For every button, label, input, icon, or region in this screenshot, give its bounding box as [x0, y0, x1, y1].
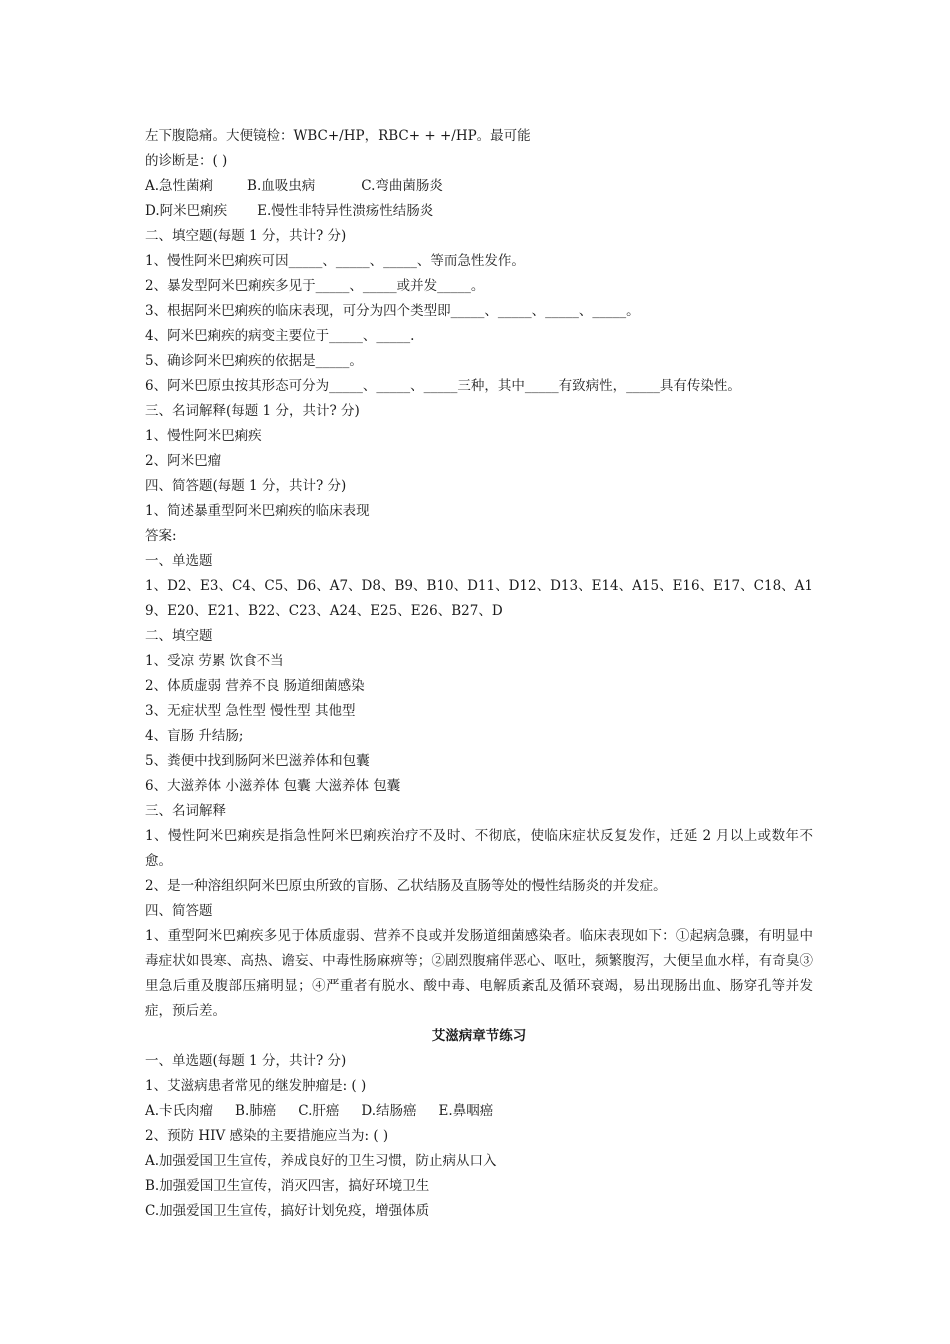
aids-question: 1、艾滋病患者常见的继发肿瘤是: ( ): [145, 1078, 367, 1094]
section-heading: 二、填空题(每题 1 分，共计? 分): [145, 228, 347, 244]
answer-fill: 5、粪便中找到肠阿米巴滋养体和包囊: [145, 753, 370, 769]
document-page: [145, 124, 813, 1224]
option-a: A.卡氏肉瘤: [145, 1103, 214, 1119]
question-text: 的诊断是：( ): [145, 153, 228, 169]
section-heading: 四、简答题(每题 1 分，共计? 分): [145, 478, 347, 494]
option-a: A.加强爱国卫生宣传，养成良好的卫生习惯，防止病从口入: [145, 1153, 497, 1169]
answer-fill: 3、无症状型 急性型 慢性型 其他型: [145, 703, 356, 719]
aids-question: 2、预防 HIV 感染的主要措施应当为: ( ): [145, 1128, 389, 1144]
short-question: 1、简述暴重型阿米巴痢疾的临床表现: [145, 503, 370, 519]
answer-fill: 1、受凉 劳累 饮食不当: [145, 653, 284, 669]
answer-short: 1、重型阿米巴痢疾多见于体质虚弱、营养不良或并发肠道细菌感染者。临床表现如下：①起病急骤，有明显中毒症状如畏寒、高热、谵妄、中毒性肠麻痹等；②剧烈腹痛伴恶心、呕吐，频繁腹泻，大便呈血水样，有奇臭③里急后重及腹部压痛明显；④严重者有脱水、酸中毒、电解质紊乱及循环衰竭，易出现肠出血、肠穿孔等并发症，预后差。: [145, 928, 813, 1019]
option-b: B.血吸虫病: [247, 178, 316, 194]
option-b: B.肺癌: [235, 1103, 277, 1119]
term-question: 1、慢性阿米巴痢疾: [145, 428, 262, 444]
fill-question: 4、阿米巴痢疾的病变主要位于_____、_____.: [145, 328, 415, 344]
question-text: 左下腹隐痛。大便镜检：WBC+/HP，RBC+ + +/HP。最可能: [145, 128, 531, 144]
option-e: E.慢性非特异性溃疡性结肠炎: [257, 203, 434, 219]
option-c: C.加强爱国卫生宣传，搞好计划免疫，增强体质: [145, 1203, 430, 1219]
option-row: [145, 199, 813, 224]
chapter-title: 艾滋病章节练习: [431, 1028, 527, 1044]
fill-question: 1、慢性阿米巴痢疾可因_____、_____、_____、等而急性发作。: [145, 253, 525, 269]
answer-section-heading: 二、填空题: [145, 628, 213, 644]
answers-label: 答案:: [145, 528, 177, 544]
fill-question: 5、确诊阿米巴痢疾的依据是_____。: [145, 353, 363, 369]
answer-section-heading: 一、单选题: [145, 553, 213, 569]
answer-fill: 6、大滋养体 小滋养体 包囊 大滋养体 包囊: [145, 778, 401, 794]
option-e: E.鼻咽癌: [438, 1103, 494, 1119]
answer-single-choice: 1、D2、E3、C4、C5、D6、A7、D8、B9、B10、D11、D12、D13、E14、A15、E16、E17、C18、A19、E20、E21、B22、C23、A24、E25、E26、B27、D: [145, 578, 813, 619]
answer-term: 1、慢性阿米巴痢疾是指急性阿米巴痢疾治疗不及时、不彻底，使临床症状反复发作，迁延 2 月以上或数年不愈。: [145, 828, 813, 869]
option-d: D.结肠癌: [361, 1103, 417, 1119]
fill-question: 3、根据阿米巴痢疾的临床表现，可分为四个类型即_____、_____、_____、_____。: [145, 303, 640, 319]
fill-question: 2、暴发型阿米巴痢疾多见于_____、_____或并发_____。: [145, 278, 485, 294]
option-d: D.阿米巴痢疾: [145, 203, 228, 219]
answer-fill: 4、盲肠 升结肠;: [145, 728, 244, 744]
option-c: C.弯曲菌肠炎: [361, 178, 443, 194]
option-row: [145, 174, 813, 199]
option-c: C.肝癌: [298, 1103, 340, 1119]
option-b: B.加强爱国卫生宣传，消灭四害，搞好环境卫生: [145, 1178, 430, 1194]
option-a: A.急性菌痢: [145, 178, 214, 194]
answer-fill: 2、体质虚弱 营养不良 肠道细菌感染: [145, 678, 365, 694]
answer-section-heading: 四、简答题: [145, 903, 213, 919]
answer-section-heading: 三、名词解释: [145, 803, 226, 819]
answer-term: 2、是一种溶组织阿米巴原虫所致的盲肠、乙状结肠及直肠等处的慢性结肠炎的并发症。: [145, 878, 667, 894]
fill-question: 6、阿米巴原虫按其形态可分为_____、_____、_____三种，其中_____有致病性，_____具有传染性。: [145, 378, 741, 394]
section-heading: 三、名词解释(每题 1 分，共计? 分): [145, 403, 360, 419]
term-question: 2、阿米巴瘤: [145, 453, 222, 469]
section-heading: 一、单选题(每题 1 分，共计? 分): [145, 1053, 347, 1069]
option-row: [145, 1099, 813, 1124]
